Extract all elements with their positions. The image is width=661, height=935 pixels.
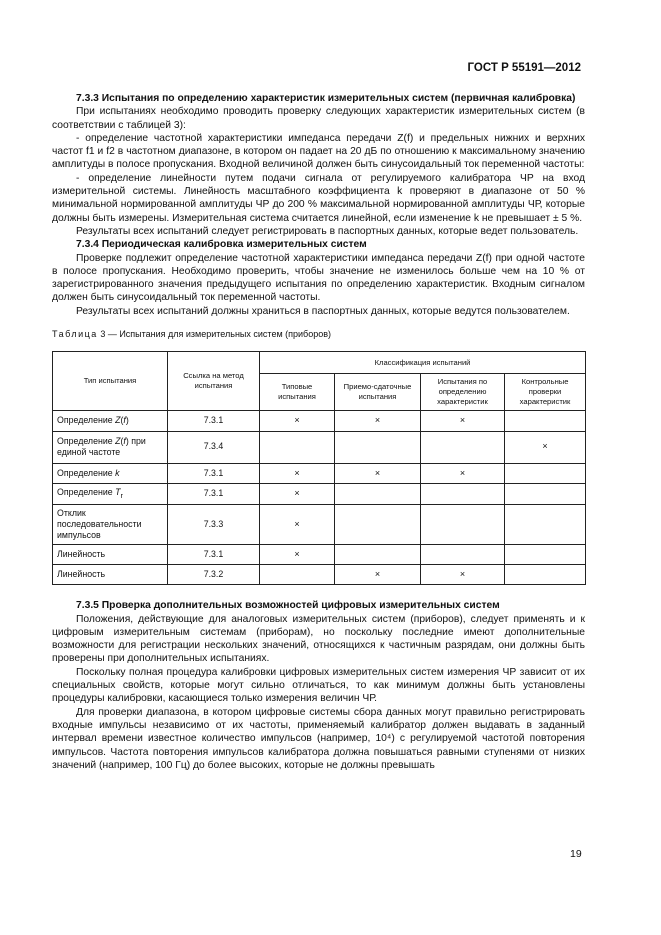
cell-empty xyxy=(505,483,586,504)
cell-test-name: Определение Z(f) при единой частоте xyxy=(53,431,168,463)
table-row xyxy=(53,431,586,463)
cell-empty xyxy=(421,504,505,544)
cell-empty xyxy=(260,564,335,584)
cell-empty xyxy=(505,463,586,483)
standard-header: ГОСТ Р 55191—2012 xyxy=(467,62,581,74)
cell-test-name: Линейность xyxy=(53,544,168,564)
cell-test-name: Определение Z(f) xyxy=(53,411,168,431)
table-row xyxy=(53,411,586,431)
cell-test-name: Линейность xyxy=(53,564,168,584)
table-row xyxy=(53,463,586,483)
document-body xyxy=(52,92,585,772)
paragraph: Положения, действующие для аналоговых измерительных систем (приборов), следует применять и к цифровым измерительным системам (приборам), но поскольку последние имеют дополнительные возможности для регистрации нескольких значений, относящихся к частичным разрядам, они должны быть проверены при дополнительных испытаниях. xyxy=(52,613,585,665)
cell-mark: × xyxy=(421,564,505,584)
cell-mark: × xyxy=(260,504,335,544)
table-row xyxy=(53,483,586,504)
cell-ref: 7.3.1 xyxy=(168,483,260,504)
paragraph: Результаты всех испытаний должны храниться в паспортных данных, которые ведутся пользователем. xyxy=(76,305,570,317)
col-header-type: Тип испытания xyxy=(53,352,168,411)
paragraph: - определение линейности путем подачи сигнала от регулируемого калибратора ЧР на вход измерительной системы. Линейность масштабного коэффициента k проверяют в диапазоне от 50 % минимальной нормированной амплитуды ЧР до 200 % максимальной нормированной амплитуды ЧР, которые должны быть измерены. Измерительная система считается линейной, если изменение k не превышает ± 5 %. xyxy=(52,172,585,224)
cell-ref: 7.3.2 xyxy=(168,564,260,584)
section-7-3-4-heading: 7.3.4 Периодическая калибровка измерительных систем xyxy=(76,239,367,251)
cell-empty xyxy=(421,483,505,504)
table-caption-word: Таблица xyxy=(52,329,98,340)
section-7-3-3-heading: 7.3.3 Испытания по определению характеристик измерительных систем (первичная калибровка) xyxy=(76,93,576,104)
cell-empty xyxy=(335,431,421,463)
cell-mark: × xyxy=(335,463,421,483)
paragraph: Результаты всех испытаний следует регистрировать в паспортных данных, которые ведет пользователь. xyxy=(76,225,579,237)
cell-mark: × xyxy=(260,544,335,564)
table-caption xyxy=(52,328,585,341)
table-row xyxy=(53,504,586,544)
cell-mark: × xyxy=(260,483,335,504)
test-table xyxy=(52,351,586,585)
cell-test-name: Определение $T_r$ xyxy=(53,483,168,504)
cell-ref: 7.3.1 xyxy=(168,411,260,431)
cell-mark: × xyxy=(421,463,505,483)
col-header-acceptance-tests: Приемо-сдаточные испытания xyxy=(335,374,421,411)
cell-empty xyxy=(335,544,421,564)
paragraph: При испытаниях необходимо проводить проверку следующих характеристик измерительных систем (в соответствии с таблицей 3): xyxy=(52,106,585,131)
cell-mark: × xyxy=(260,411,335,431)
cell-test-name: Определение k xyxy=(53,463,168,483)
table-caption-text: 3 — Испытания для измерительных систем (приборов) xyxy=(100,329,331,340)
cell-empty xyxy=(335,504,421,544)
cell-empty xyxy=(421,431,505,463)
cell-mark: × xyxy=(421,411,505,431)
col-header-classification: Классификация испытаний xyxy=(260,352,586,374)
paragraph: Для проверки диапазона, в котором цифровые системы сбора данных могут правильно регистрировать входные импульсы независимо от их частоты, применяемый калибратор должен выдавать в заданный интервал времени известное количество импульсов (например, 10⁴) с регулируемой частотой повторения импульсов. Частота повторения импульсов калибратора должна повышаться равными ступенями от низких значений (например, 100 Гц) до более высоких, которые не должны превышать xyxy=(52,706,585,771)
cell-ref: 7.3.3 xyxy=(168,504,260,544)
cell-ref: 7.3.1 xyxy=(168,544,260,564)
paragraph: Проверке подлежит определение частотной характеристики импеданса передачи Z(f) при одной частоте в полосе пропускания. Необходимо проверить, чтобы значение не изменилось больше чем на 10 % от зарегистрированного значения предыдущего испытания по определению характеристик. Входным сигналом должен быть синусоидальный ток переменной частоты. xyxy=(52,252,585,304)
col-header-ref: Ссылка на метод испытания xyxy=(168,352,260,411)
table-row xyxy=(53,564,586,584)
cell-test-name: Отклик последовательности импульсов xyxy=(53,504,168,544)
table-row xyxy=(53,544,586,564)
cell-mark: × xyxy=(335,411,421,431)
cell-empty xyxy=(505,504,586,544)
cell-mark: × xyxy=(260,463,335,483)
cell-ref: 7.3.1 xyxy=(168,463,260,483)
col-header-characteristics-tests: Испытания по определению характеристик xyxy=(421,374,505,411)
cell-mark: × xyxy=(505,431,586,463)
cell-empty xyxy=(260,431,335,463)
cell-empty xyxy=(505,564,586,584)
cell-empty xyxy=(505,544,586,564)
section-7-3-5-heading: 7.3.5 Проверка дополнительных возможностей цифровых измерительных систем xyxy=(76,600,500,612)
col-header-control-checks: Контрольные проверки характеристик xyxy=(505,374,586,411)
cell-ref: 7.3.4 xyxy=(168,431,260,463)
col-header-type-tests: Типовые испытания xyxy=(260,374,335,411)
cell-empty xyxy=(421,544,505,564)
cell-empty xyxy=(505,411,586,431)
page-number: 19 xyxy=(570,848,582,860)
paragraph: Поскольку полная процедура калибровки цифровых измерительных систем измерения ЧР зависит от их специальных свойств, которые могут сильно отличаться, то как минимум должны быть установлены процедуры калибровки, касающиеся только измерения величин ЧР. xyxy=(52,666,585,705)
cell-empty xyxy=(335,483,421,504)
paragraph: - определение частотной характеристики импеданса передачи Z(f) и предельных нижних и верхних частот f1 и f2 в частотном диапазоне, в котором он падает на 20 дБ по отношению к максимальному значению амплитуды в полосе пропускания. Входной величиной должен быть синусоидальный ток переменной частоты: xyxy=(52,132,585,171)
cell-mark: × xyxy=(335,564,421,584)
